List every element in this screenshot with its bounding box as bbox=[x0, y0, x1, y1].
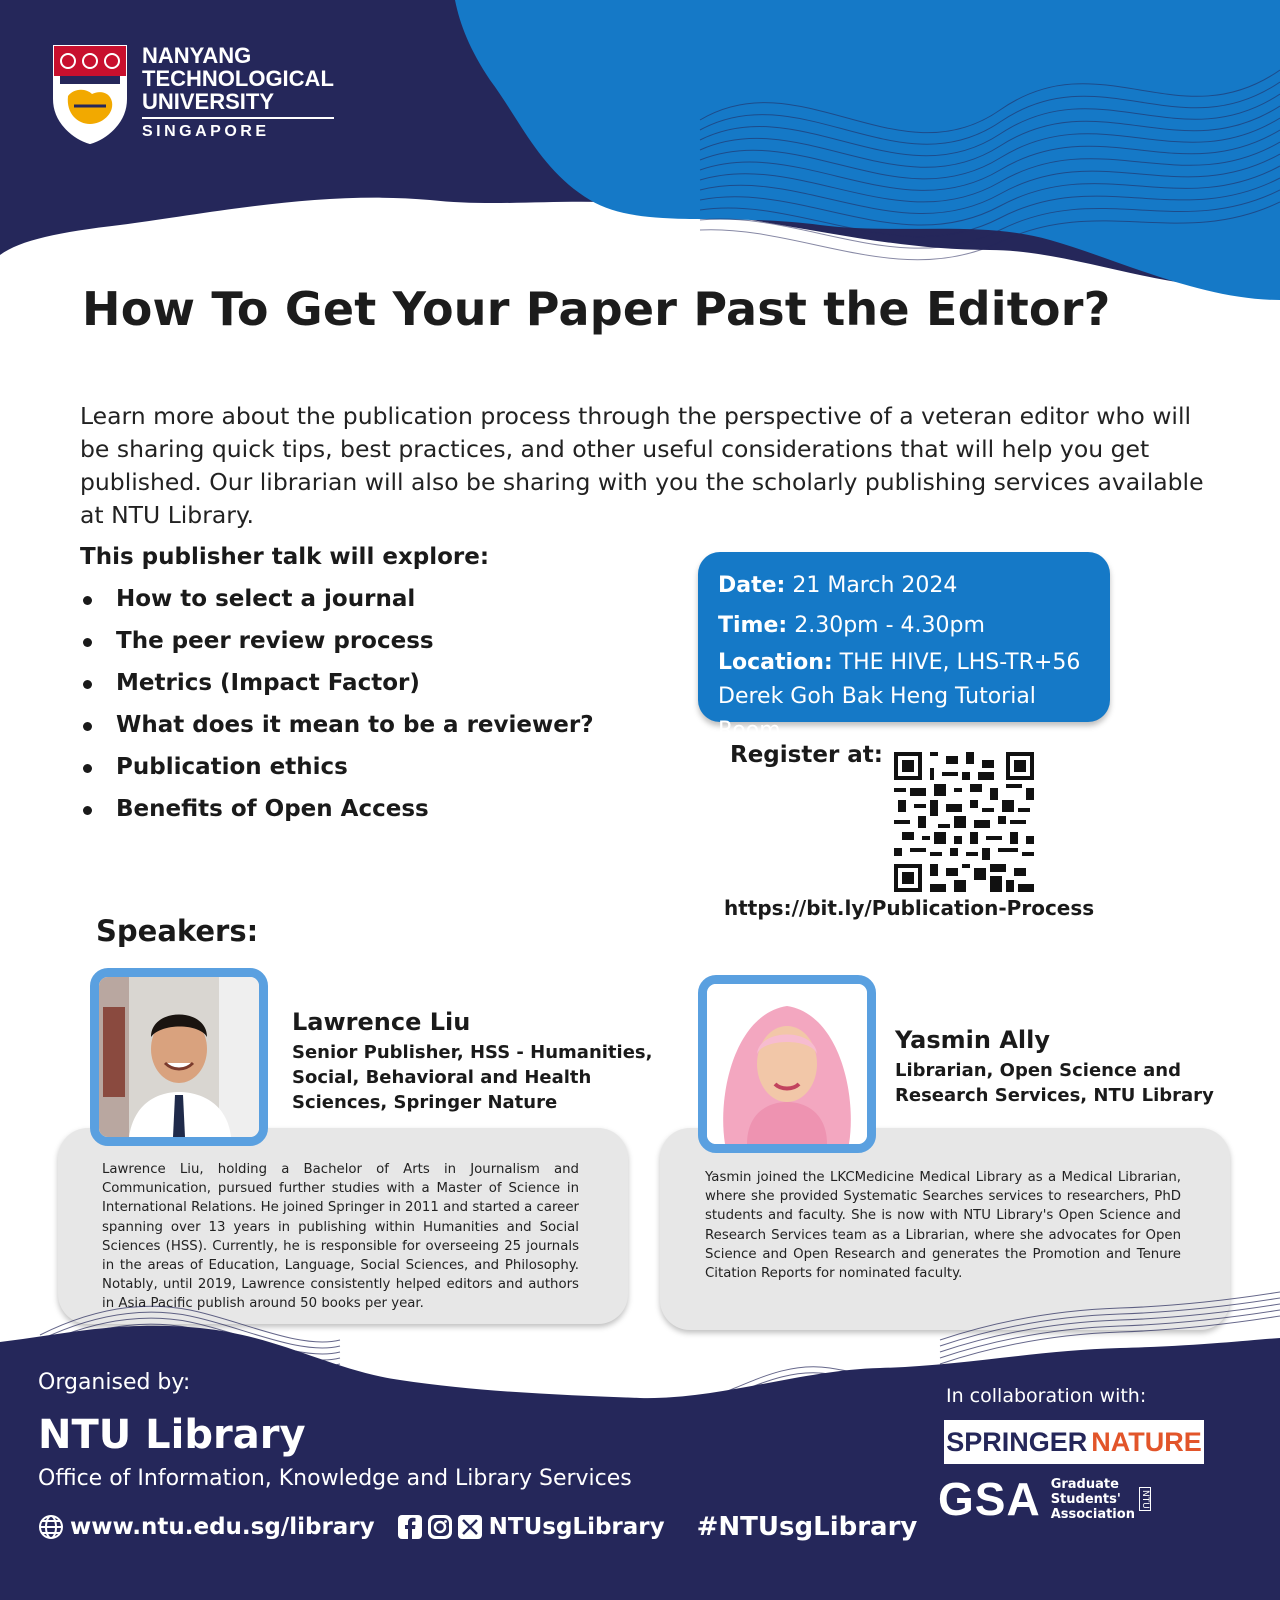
bullet-icon bbox=[83, 638, 92, 647]
gsa-line: Students' bbox=[1050, 1491, 1121, 1507]
person-photo-icon bbox=[707, 984, 867, 1144]
gsa-mark: GSA bbox=[938, 1473, 1041, 1525]
topic-label: Benefits of Open Access bbox=[116, 796, 429, 822]
speaker-photo-lawrence bbox=[90, 968, 268, 1146]
springer-nature-logo[interactable] bbox=[944, 1420, 1204, 1464]
list-item bbox=[80, 620, 680, 662]
list-item bbox=[80, 788, 680, 830]
date-value: 21 March 2024 bbox=[792, 573, 958, 598]
speakers-heading: Speakers: bbox=[96, 914, 259, 948]
gsa-line: Graduate bbox=[1050, 1476, 1119, 1492]
topic-label: Publication ethics bbox=[116, 754, 348, 780]
list-item bbox=[80, 704, 680, 746]
facebook-icon[interactable] bbox=[397, 1514, 423, 1540]
gsa-line: Association bbox=[1050, 1506, 1135, 1522]
gsa-text bbox=[1051, 1477, 1135, 1522]
event-details-box bbox=[698, 552, 1110, 743]
springer-text: SPRINGER bbox=[946, 1426, 1088, 1457]
social-handle[interactable]: NTUsgLibrary bbox=[488, 1514, 665, 1540]
qr-code-icon[interactable] bbox=[894, 752, 1034, 892]
topic-label: What does it mean to be a reviewer? bbox=[116, 712, 594, 738]
organiser-subtitle: Office of Information, Knowledge and Library Services bbox=[38, 1466, 632, 1491]
collaboration-label: In collaboration with: bbox=[946, 1385, 1147, 1407]
date-label: Date: bbox=[718, 573, 786, 598]
bullet-icon bbox=[83, 596, 92, 605]
instagram-icon[interactable] bbox=[427, 1514, 453, 1540]
bullet-icon bbox=[83, 806, 92, 815]
organiser-name: NTU Library bbox=[38, 1412, 306, 1458]
topic-list bbox=[80, 578, 680, 830]
x-twitter-icon[interactable] bbox=[457, 1514, 483, 1540]
location-room: Derek Goh Bak Heng Tutorial Room bbox=[718, 684, 1036, 743]
topic-label: The peer review process bbox=[116, 628, 434, 654]
gsa-logo[interactable] bbox=[938, 1473, 1151, 1525]
register-label: Register at: bbox=[730, 742, 884, 768]
bullet-icon bbox=[83, 680, 92, 689]
university-location: SINGAPORE bbox=[142, 117, 334, 143]
location-label: Location: bbox=[718, 650, 833, 675]
speaker-name: Yasmin Ally bbox=[895, 1026, 1051, 1054]
page-title: How To Get Your Paper Past the Editor? bbox=[82, 282, 1111, 336]
date-row bbox=[718, 566, 1090, 606]
speaker-role-line: Librarian, Open Science and bbox=[895, 1060, 1181, 1081]
speaker-bio: Yasmin joined the LKCMedicine Medical Library as a Medical Librarian, where she provided Systematic Searches services to researchers, PhD students and faculty. She is now with NTU Library's Open Science and Research Services team as a Librarian, where she advocates for Open Science and Open Research and generates the Promotion and Tenure Citation Reports for nominated faculty. bbox=[705, 1170, 1181, 1282]
ntu-crest-icon bbox=[52, 44, 128, 144]
speaker-role-line: Research Services, NTU Library bbox=[895, 1085, 1214, 1106]
time-value: 2.30pm - 4.30pm bbox=[794, 613, 985, 638]
explore-section bbox=[80, 544, 680, 830]
speaker-photo-yasmin bbox=[698, 975, 876, 1153]
time-label: Time: bbox=[718, 613, 788, 638]
university-name-line-3: UNIVERSITY bbox=[142, 89, 275, 114]
hashtag: #NTUsgLibrary bbox=[696, 1512, 918, 1542]
topic-label: Metrics (Impact Factor) bbox=[116, 670, 420, 696]
nature-text: NATURE bbox=[1091, 1426, 1202, 1457]
speaker-name: Lawrence Liu bbox=[292, 1008, 471, 1036]
ntu-logo[interactable] bbox=[52, 44, 334, 144]
location-value: THE HIVE, LHS-TR+56 bbox=[839, 650, 1081, 675]
list-item bbox=[80, 662, 680, 704]
time-row bbox=[718, 606, 1090, 646]
intro-paragraph: Learn more about the publication process through the perspective of a veteran editor who will be sharing quick tips, best practices, and other useful considerations that will help you get published. Our librarian will also be sharing with you the scholarly publishing services available at NTU Library. bbox=[80, 402, 1204, 529]
location-row bbox=[718, 646, 1090, 680]
topic-label: How to select a journal bbox=[116, 586, 416, 612]
list-item bbox=[80, 746, 680, 788]
gsa-side-label: NTU bbox=[1139, 1487, 1151, 1512]
university-name-line-1: NANYANG bbox=[142, 43, 252, 68]
bullet-icon bbox=[83, 764, 92, 773]
speaker-role-line: Senior Publisher, HSS - Humanities, bbox=[292, 1042, 653, 1063]
list-item bbox=[80, 578, 680, 620]
register-link[interactable]: https://bit.ly/Publication-Process bbox=[724, 896, 1095, 920]
speaker-role-line: Social, Behavioral and Health bbox=[292, 1067, 592, 1088]
website-link[interactable]: www.ntu.edu.sg/library bbox=[70, 1514, 375, 1540]
person-photo-icon bbox=[99, 977, 259, 1137]
speaker-role bbox=[895, 1058, 1214, 1108]
bullet-icon bbox=[83, 722, 92, 731]
speaker-bio: Lawrence Liu, holding a Bachelor of Arts in Journalism and Communication, pursued further studies with a Master of Science in International Relations. He joined Springer in 2011 and started a career spanning over 13 years in publishing within Humanities and Social Sciences (HSS). Currently, he is responsible for overseeing 25 journals in the areas of Education, Language, Social Sciences, and Philosophy. Notably, until 2019, Lawrence consistently helped editors and authors in Asia Pacific publish around 50 books per year. bbox=[102, 1162, 579, 1312]
footer-links bbox=[38, 1512, 917, 1542]
explore-heading: This publisher talk will explore: bbox=[80, 544, 490, 570]
organised-by-label: Organised by: bbox=[38, 1370, 191, 1395]
speaker-role bbox=[292, 1040, 652, 1115]
university-name-line-2: TECHNOLOGICAL bbox=[142, 66, 334, 91]
speaker-role-line: Sciences, Springer Nature bbox=[292, 1092, 558, 1113]
globe-icon bbox=[38, 1514, 64, 1540]
